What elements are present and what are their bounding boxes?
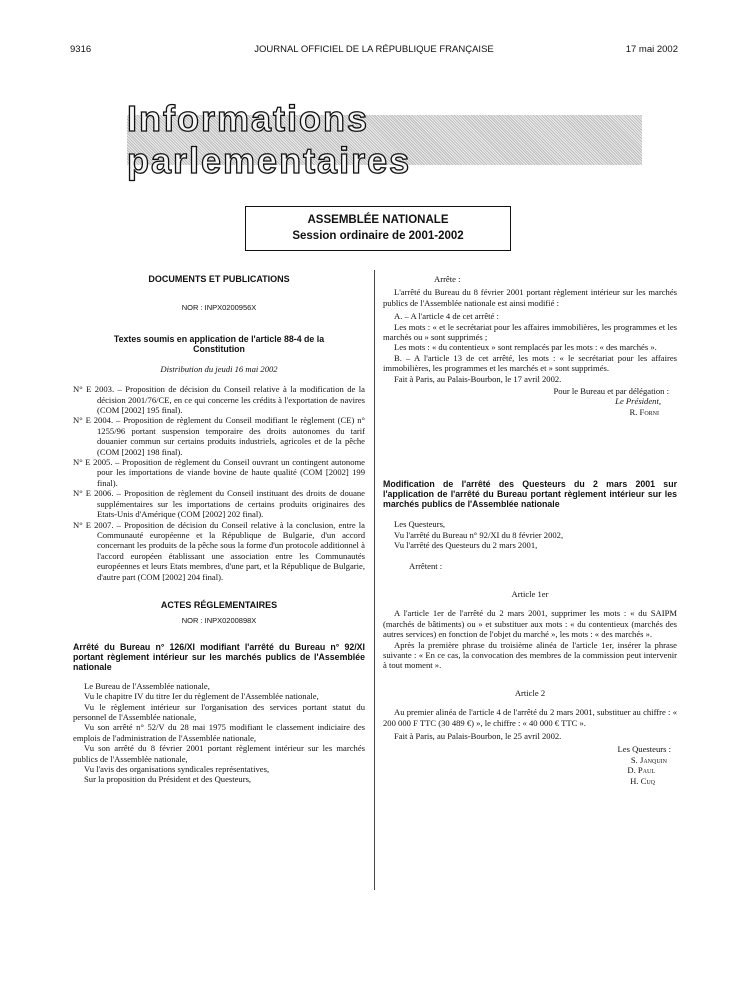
arretent-label: Arrêtent : (409, 560, 443, 571)
signature-name: H. Cuq (630, 775, 655, 786)
left-column (73, 274, 365, 785)
assembly-box (245, 206, 511, 251)
paragraph: A l'article 1er de l'arrêté du 2 mars 2001, supprimer les mots : « du SAIPM (marchés de bâtiments) ou » et substituer aux mots : « du contentieux (marchés des autres services) en fonction de l'objet du marché », les mots : « des marchés ». (383, 608, 677, 640)
journal-title: JOURNAL OFFICIEL DE LA RÉPUBLIQUE FRANÇAISE (254, 44, 494, 55)
list-item: N° E 2007. – Proposition de décision du Conseil relative à la conclusion, entre la Communauté européenne et la République de Bulgarie, d'un accord concernant les produits de la pêche sous la forme d'un protocole additionnel à l'accord européen établissant une association entre les Communautés européennes et leurs Etats membres, d'une part, et la République de Bulgarie, d'autre part (COM [2002] 204 final). (73, 519, 365, 582)
list-item: N° E 2003. – Proposition de décision du Conseil relative à la modification de la décision 2001/76/CE, en ce qui concerne les crédits à l'exportation de navires (COM [2002] 195 final). (73, 384, 365, 416)
paragraph: Les mots : « du contentieux » sont remplacés par les mots : « des marchés ». (394, 342, 657, 353)
issue-date: 17 mai 2002 (625, 44, 678, 55)
signature-name: S. Janquin (630, 754, 667, 765)
section-title-actes: ACTES RÉGLEMENTAIRES (160, 599, 278, 610)
modification-title: Modification de l'arrêté des Questeurs du 2 mars 2001 sur l'application de l'arrêté du Bureau portant règlement intérieur sur les marchés publics de l'Assemblée nationale (383, 479, 677, 510)
paragraph: Vu le règlement intérieur sur l'organisation des services portant statut du personnel de l'Assemblée nationale, (73, 701, 365, 722)
paragraph: Fait à Paris, au Palais-Bourbon, le 17 avril 2002. (394, 373, 562, 384)
signature-questeurs (383, 744, 677, 786)
paragraph: Le Bureau de l'Assemblée nationale, (84, 680, 210, 691)
paragraph: Vu le chapitre IV du titre Ier du règlement de l'Assemblée nationale, (84, 691, 319, 702)
paragraph: Sur la proposition du Président et des Questeurs, (84, 774, 252, 785)
section-banner (127, 98, 642, 181)
paragraph: Vu son arrêté n° 52/V du 28 mai 1975 modifiant le classement indiciaire des emplois de l'administration de l'Assemblée nationale, (73, 722, 365, 743)
list-item: N° E 2006. – Proposition de règlement du Conseil instituant des droits de douane supplémentaires sur les importations de certains produits originaires des Etats-Unis d'Amérique (COM [2002] 202 final). (73, 488, 365, 520)
paragraph: A. – A l'article 4 de cet arrêté : (394, 311, 499, 322)
distribution-date: Distribution du jeudi 16 mai 2002 (160, 363, 278, 374)
assembly-session: Session ordinaire de 2001-2002 (292, 230, 464, 242)
paragraph: Les mots : « et le secrétariat pour les affaires immobilières, les programmes et les marchés ou » sont supprimés ; (383, 321, 677, 343)
banner-title: Informations parlementaires (127, 98, 412, 181)
arrete-title: Arrêté du Bureau n° 126/XI modifiant l'arrêté du Bureau n° 92/XI portant règlement intérieur sur les marchés publics de l'Assemblée nationale (73, 641, 365, 672)
section-title-documents: DOCUMENTS ET PUBLICATIONS (148, 274, 290, 284)
article-2-body (383, 707, 677, 741)
column-divider (374, 270, 375, 890)
paragraph: Vu son arrêté du 8 février 2001 portant règlement intérieur sur les marchés publics de l'Assemblée nationale, (73, 743, 365, 764)
article-2-label: Article 2 (514, 687, 546, 698)
right-column (383, 274, 677, 786)
article-1-body (383, 608, 677, 670)
paragraph: Après la première phrase du troisième alinéa de l'article 1er, insérer la phrase suivante : « En ce cas, la convocation des membres de la commission peut intervenir à tout moment ». (383, 639, 677, 671)
signature-line: Pour le Bureau et par délégation : (553, 386, 669, 397)
paragraph: L'arrêté du Bureau du 8 février 2001 portant règlement intérieur sur les marchés publics de l'Assemblée nationale est ainsi modifié : (383, 287, 677, 308)
list-item: N° E 2004. – Proposition de règlement du Conseil modifiant le règlement (CE) n° 1255/96 portant suspension temporaire des droits autonomes du tarif douanier commun sur certains produits industriels, agricoles et de la pêche (COM [2002] 198 final). (73, 415, 365, 457)
paragraph: Vu l'arrêté du Bureau n° 92/XI du 8 février 2002, (394, 529, 564, 540)
nor-code: NOR : INPX0200956X (181, 303, 257, 313)
paragraph: Les Questeurs, (394, 519, 446, 530)
article-1-label: Article 1er (511, 588, 549, 599)
arrete-body (73, 681, 365, 785)
paragraph: Fait à Paris, au Palais-Bourbon, le 25 avril 2002. (394, 730, 562, 741)
document-list (73, 384, 365, 582)
modification-body (383, 519, 677, 571)
signature-line: Les Questeurs : (617, 744, 671, 755)
nor-code: NOR : INPX0200898X (181, 616, 257, 626)
signature-name: R. Forni (629, 406, 659, 417)
assembly-name: ASSEMBLÉE NATIONALE (307, 214, 449, 226)
arrete-label: Arrête : (434, 274, 461, 284)
signature-role: Le Président, (615, 396, 661, 407)
signature-bureau (383, 386, 677, 417)
page-header (70, 44, 678, 58)
paragraph: Vu l'arrêté des Questeurs du 2 mars 2001, (394, 540, 538, 551)
signature-name: D. Paul (627, 765, 655, 776)
page-number: 9316 (70, 44, 92, 55)
list-item: N° E 2005. – Proposition de règlement du Conseil ouvrant un contingent autonome pour les importations de viande bovine de haute qualité (COM [2002] 199 final). (73, 457, 365, 488)
paragraph: Au premier alinéa de l'article 4 de l'arrêté du 2 mars 2001, substituer au chiffre : « 200 000 F TTC (30 489 €) », le chiffre : « 40 000 € TTC ». (383, 707, 677, 728)
textes-title: Textes soumis en application de l'article 88-4 de la Constitution (113, 333, 325, 354)
paragraph: B. – A l'article 13 de cet arrêté, les mots : « le secrétariat pour les affaires immobilières, les programmes et les marchés et » sont supprimés. (383, 352, 677, 374)
paragraph: Vu l'avis des organisations syndicales représentatives, (84, 764, 270, 774)
